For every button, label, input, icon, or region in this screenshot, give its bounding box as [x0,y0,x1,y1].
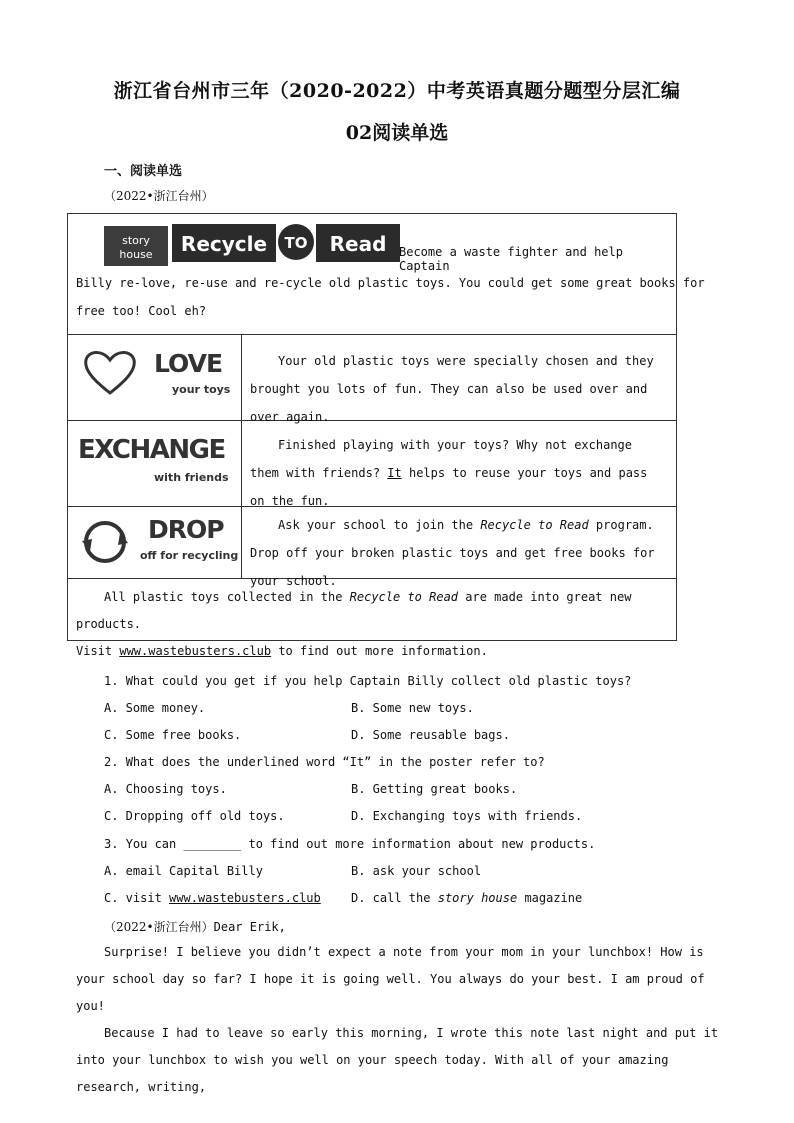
love-sub: your toys [172,383,231,396]
intro-line3: free too! Cool eh? [76,304,207,318]
letter-greeting: Dear Erik, [213,920,286,934]
question-number: 1. [104,674,119,688]
question-3 [104,837,595,851]
recycle-poster [67,213,705,658]
footer-text-part1: All plastic toys collected in the [104,590,343,604]
question-stem: You can ________ to find out more information about new products. [125,837,596,851]
exchange-title: EXCHANGE [78,435,225,465]
underlined-it: It [387,466,402,480]
poster-footer [76,584,668,665]
option-d[interactable]: D. Some reusable bags. [351,728,510,742]
letter-source: （2022•浙江台州） [104,920,214,934]
option-d-text: D. call the [351,891,431,905]
poster-exchange-row [68,421,676,507]
footer-program-name: Recycle to Read [349,590,459,604]
option-d[interactable]: D. Exchanging toys with friends. [351,809,583,823]
drop-text-part1: Ask your school to join the [278,518,474,532]
poster-love-row [68,335,676,424]
letter-body [76,939,721,1101]
intro-line1: Become a waste fighter and help Captain [399,245,623,273]
drop-title: DROP [148,515,224,544]
heart-icon [82,347,138,397]
letter-paragraph-2: Because I had to leave so early this morning, I wrote this note last night and put it into your lunchbox to wish you well on your speech today. With all of your amazing research, writing, [76,1026,719,1094]
love-text: Your old plastic toys were specially chosen and they brought you lots of fun. They can also be used over and over again. [250,354,654,424]
recycle-to-read-logo [104,220,400,266]
footer-text-part3: to find out more information. [278,644,488,658]
exchange-text [250,431,668,515]
intro-line2: Billy re-love, re-use and re-cycle old plastic toys. You could get some great books for [76,276,705,290]
drop-image [68,507,242,578]
footer-url-link[interactable]: www.wastebusters.club [119,644,272,658]
love-image [68,335,242,420]
option-c-text: C. visit [104,891,162,905]
option-d-post: magazine [524,891,583,905]
letter-paragraph-1: Surprise! I believe you didn’t expect a note from your mom in your lunchbox! How is your school day so far? I hope it is going well. You always do your best. I am proud of you! [76,945,705,1013]
logo-recycle: Recycle [180,232,268,256]
love-title: LOVE [154,349,223,378]
logo-house: house [119,248,153,261]
question-1 [104,674,631,688]
question-2 [104,755,545,769]
poster-drop-row [68,507,676,588]
page-subtitle: 02阅读单选 [345,122,449,144]
option-c[interactable] [104,891,321,905]
drop-text-part2: program. Drop off your broken plastic toys and get free books for your school. [250,518,655,588]
exchange-image [68,421,242,506]
option-c-url: www.wastebusters.club [169,891,321,905]
option-a[interactable]: A. email Capital Billy [104,864,263,878]
letter-heading [104,918,286,935]
exchange-text-part2: helps to reuse your toys and pass on the fun. [250,466,648,508]
footer-text-part2: are made into great new products. [76,590,632,631]
option-d-em: story house [437,891,518,905]
exchange-text-box [250,431,668,515]
option-b[interactable]: B. Some new toys. [351,701,474,715]
option-b[interactable]: B. Getting great books. [351,782,518,796]
question-stem: What could you get if you help Captain Billy collect old plastic toys? [125,674,632,688]
section-heading: 一、阅读单选 [104,164,183,179]
drop-program-name: Recycle to Read [480,518,589,532]
page-title: 浙江省台州市三年（2020-2022）中考英语真题分题型分层汇编 [113,80,681,102]
logo-story: story [122,234,150,247]
drop-text [250,511,668,595]
option-b[interactable]: B. ask your school [351,864,482,878]
drop-text-box [250,511,668,595]
option-c[interactable]: C. Some free books. [104,728,242,742]
drop-sub: off for recycling [140,549,239,562]
question-source: （2022•浙江台州） [104,189,214,203]
exchange-text-part1: Finished playing with your toys? Why not exchange them with friends? [250,438,633,480]
logo-to: TO [284,234,308,252]
question-stem: What does the underlined word “It” in the poster refer to? [125,755,545,769]
question-number: 3. [104,837,119,851]
logo-read: Read [329,232,387,256]
question-number: 2. [104,755,119,769]
option-a[interactable]: A. Some money. [104,701,206,715]
option-a[interactable]: A. Choosing toys. [104,782,227,796]
exchange-sub: with friends [154,471,229,484]
footer-visit: Visit [76,644,113,658]
option-c[interactable]: C. Dropping off old toys. [104,809,285,823]
recycle-arrows-icon [80,517,130,567]
love-text-box [250,347,668,431]
footer-text [76,584,668,665]
poster-intro [68,214,705,335]
option-d[interactable] [351,891,582,905]
